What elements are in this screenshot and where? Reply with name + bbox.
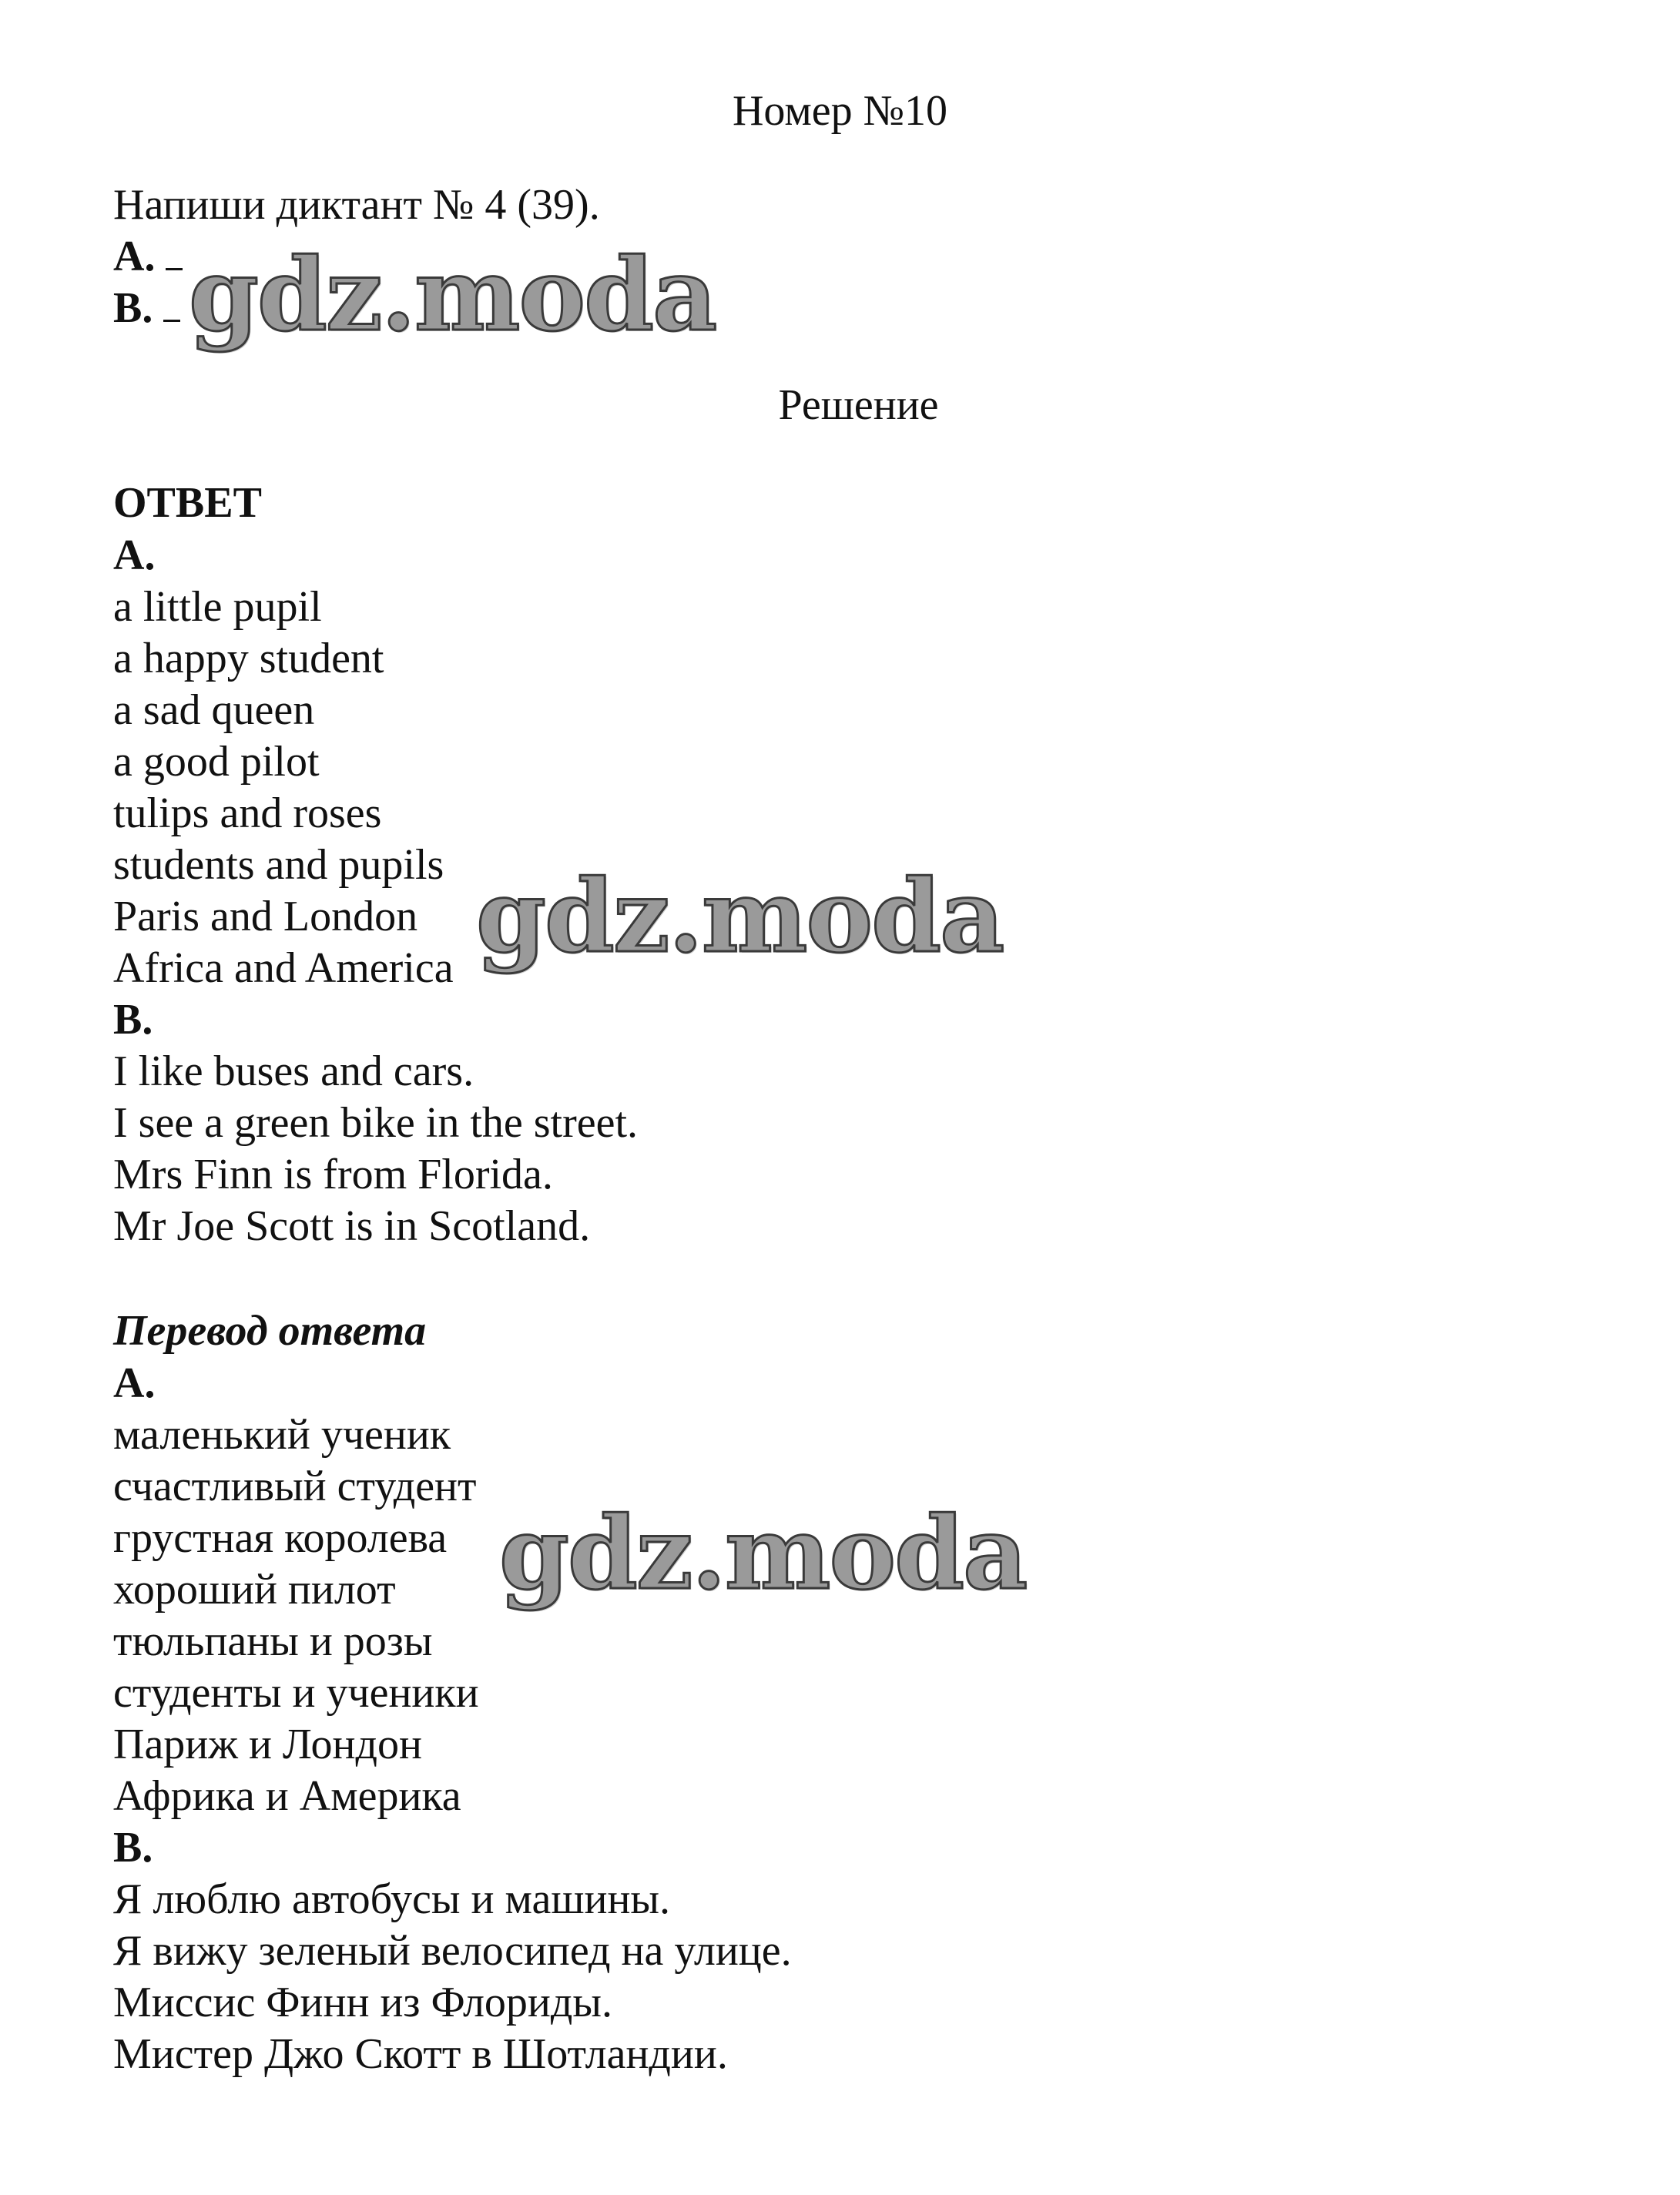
watermark-logo: gdz.moda <box>189 236 716 354</box>
answer-a-item: a good pilot <box>113 738 320 786</box>
answer-a-item: Africa and America <box>113 944 454 992</box>
task-label-b: В. <box>113 287 180 330</box>
translation-b-item: Я люблю автобусы и машины. <box>113 1875 671 1923</box>
answer-b-item: Mrs Finn is from Florida. <box>113 1151 553 1198</box>
translation-b-item: Миссис Финн из Флориды. <box>113 1979 613 2026</box>
task-label-a: А. <box>113 235 183 278</box>
translation-a-item: студенты и ученики <box>113 1669 479 1717</box>
translation-a-item: Париж и Лондон <box>113 1721 422 1768</box>
answer-section-b-label: В. <box>113 996 153 1044</box>
answer-b-item: I see a green bike in the street. <box>113 1099 639 1147</box>
translation-b-item: Мистер Джо Скотт в Шотландии. <box>113 2030 728 2078</box>
translation-a-item: Африка и Америка <box>113 1772 461 1820</box>
answer-a-item: a little pupil <box>113 583 322 631</box>
translation-section-a-label: А. <box>113 1359 156 1407</box>
translation-b-item: Я вижу зеленый велосипед на улице. <box>113 1927 792 1975</box>
blank-line <box>163 320 180 322</box>
answer-a-item: students and pupils <box>113 841 444 889</box>
translation-a-item: маленький ученик <box>113 1411 451 1459</box>
watermark-logo: gdz.moda <box>499 1494 1027 1612</box>
answer-heading: ОТВЕТ <box>113 479 262 527</box>
answer-b-item: I like buses and cars. <box>113 1047 474 1095</box>
answer-a-item: Paris and London <box>113 893 418 940</box>
translation-a-item: счастливый студент <box>113 1463 477 1510</box>
translation-a-item: хороший пилот <box>113 1566 396 1614</box>
answer-a-item: a sad queen <box>113 686 315 734</box>
solution-heading: Решение <box>778 381 939 429</box>
watermark-logo: gdz.moda <box>476 857 1004 975</box>
answer-a-item: tulips and roses <box>113 789 382 837</box>
blank-line <box>166 268 183 270</box>
translation-heading: Перевод ответа <box>113 1307 427 1355</box>
answer-section-a-label: А. <box>113 531 156 579</box>
answer-b-item: Mr Joe Scott is in Scotland. <box>113 1202 591 1250</box>
translation-section-b-label: В. <box>113 1824 153 1872</box>
page-title: Номер №10 <box>732 87 948 135</box>
translation-a-item: грустная королева <box>113 1514 448 1562</box>
answer-a-item: a happy student <box>113 635 384 682</box>
translation-a-item: тюльпаны и розы <box>113 1617 433 1665</box>
task-text: Напиши диктант № 4 (39). <box>113 181 600 229</box>
